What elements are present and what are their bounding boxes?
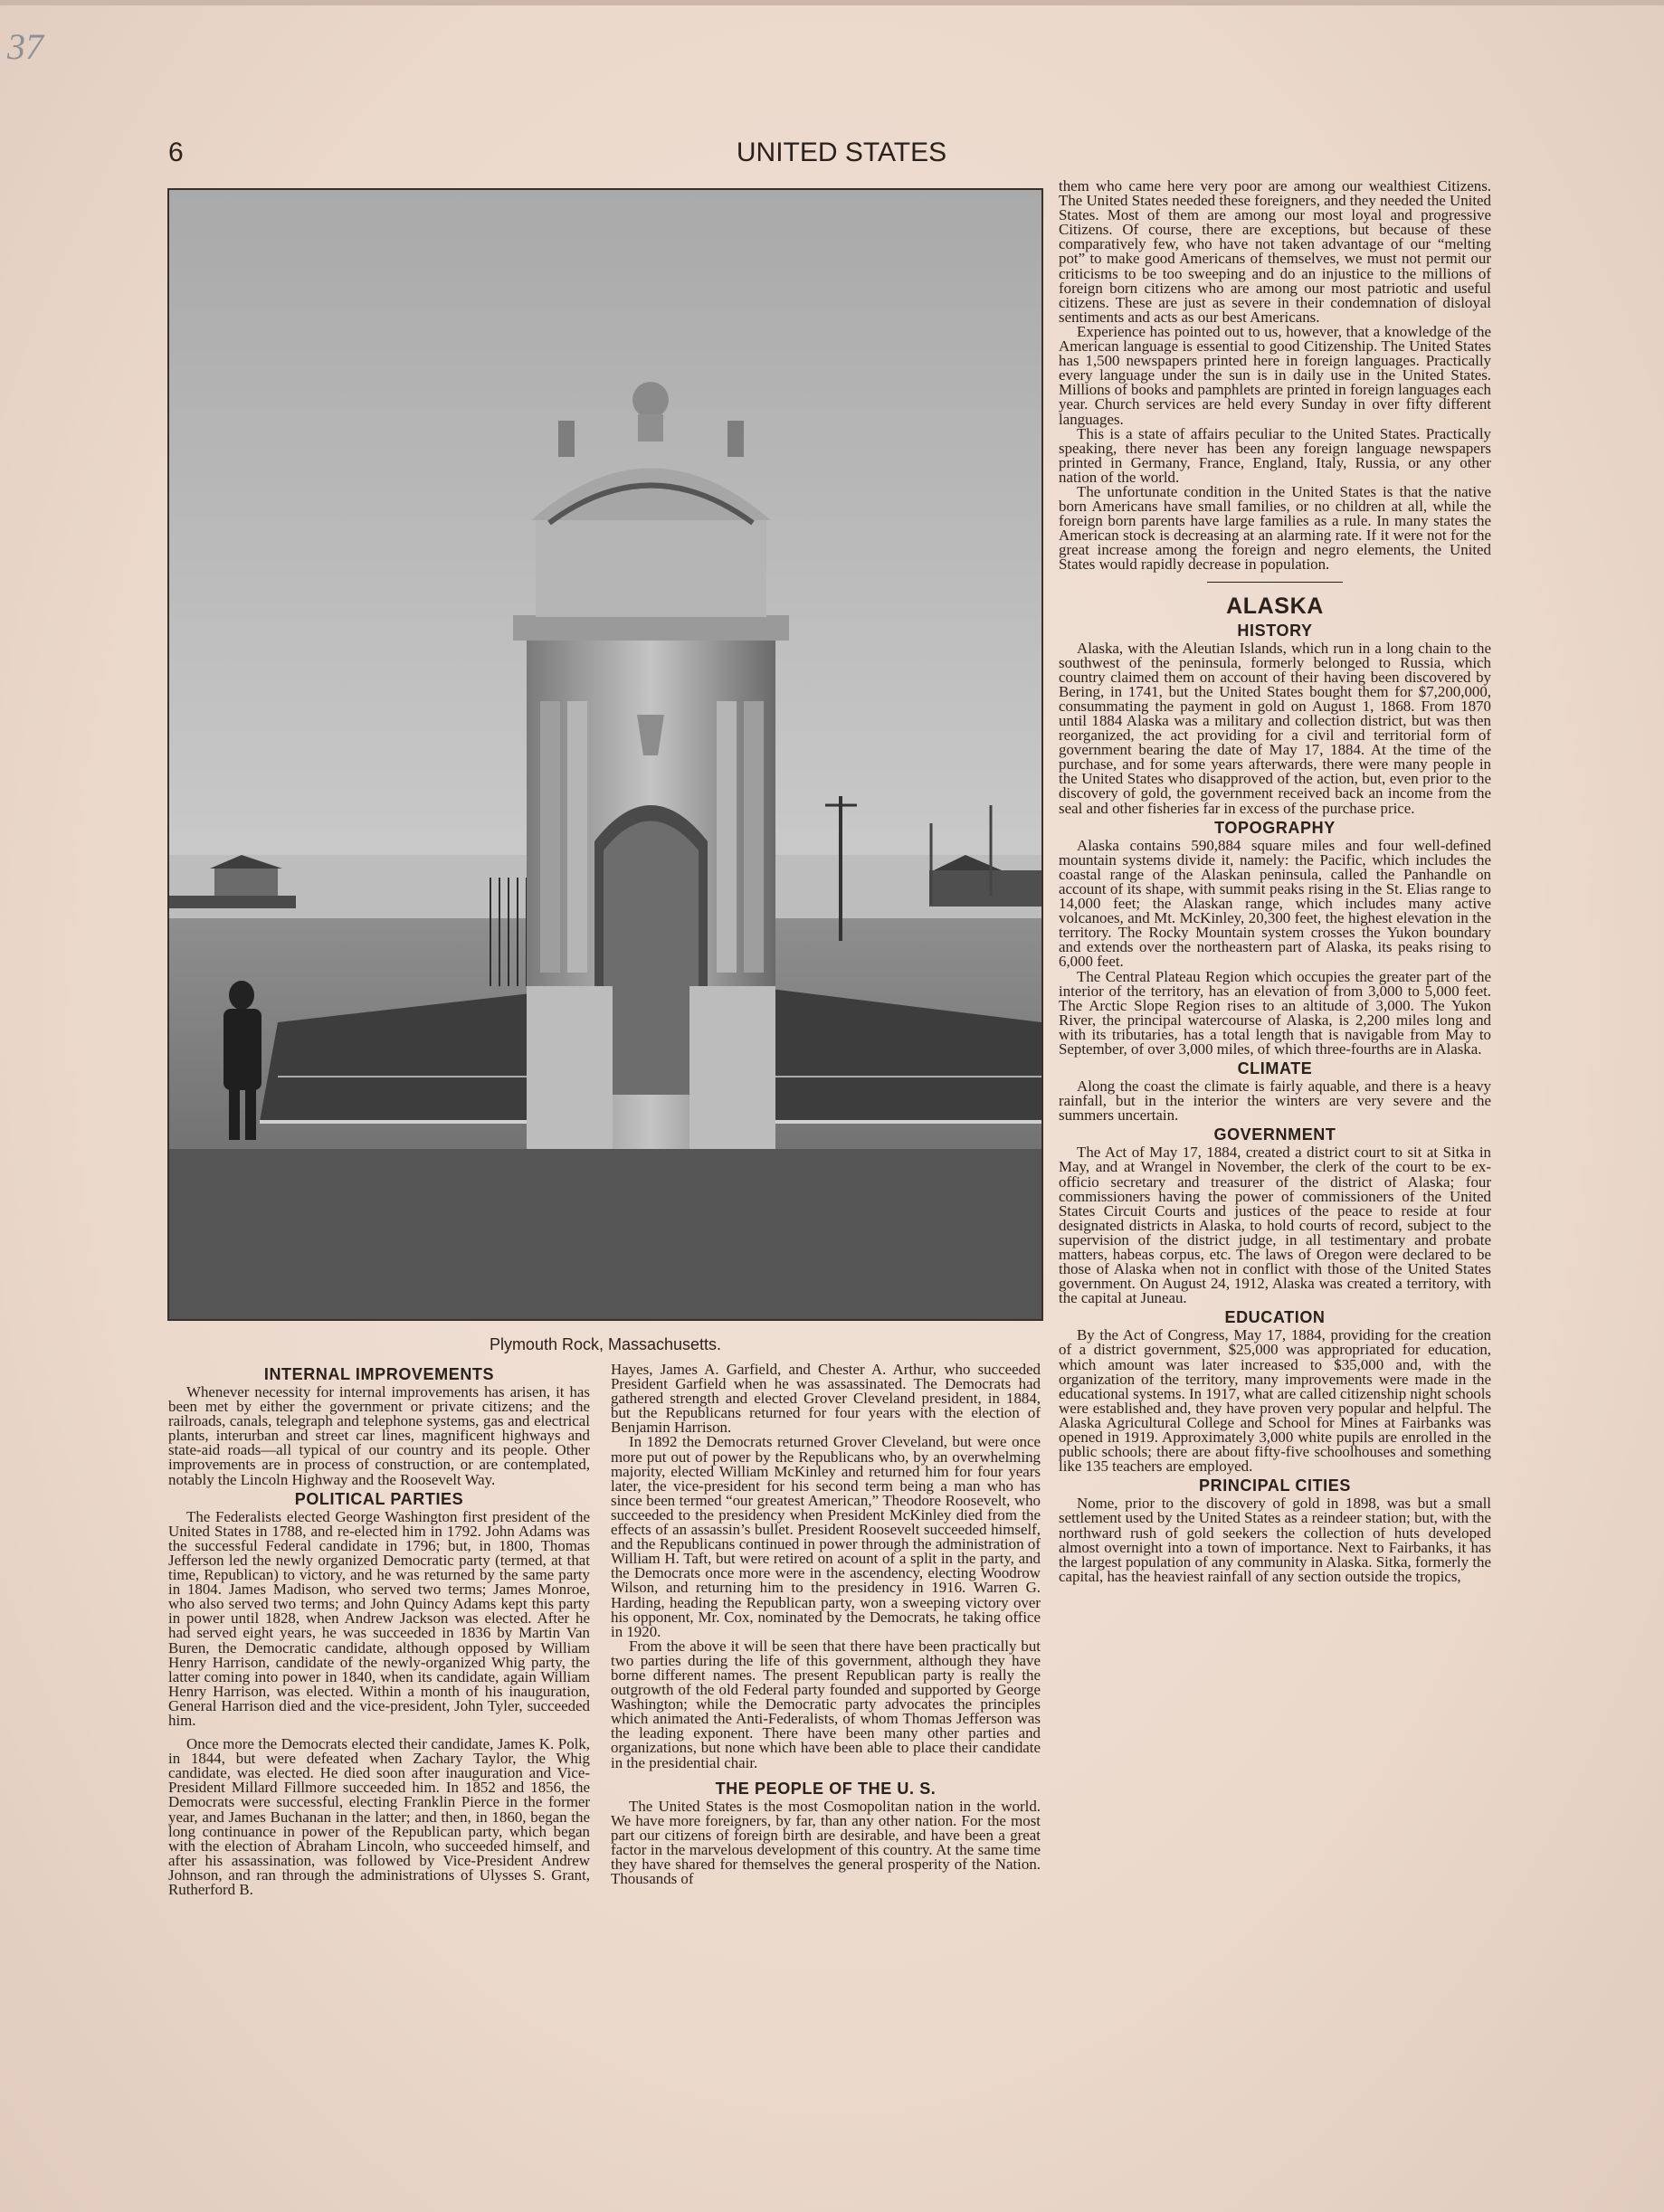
- paragraph: The unfortunate condition in the United States is that the native born Americans have small families, or no children at all, while the foreign born parents have large families as a rule. In many states the American stock is decreasing at an alarming rate. If it were not for the great increase among the foreign and negro elements, the United States would rapidly decrease in population.: [1059, 482, 1491, 574]
- paragraph: Alaska contains 590,884 square miles and four well-defined mountain systems divide it, namely: the Pacific, which includes the coastal range of the Alaskan peninsula, called the Panhandle on account of its shape, with summit peaks rising in the St. Elias range to 14,000 feet; the Alaskan range, which includes many active volcanoes, and Mt. McKinley, 20,300 feet, the highest elevation in the territory. The Rocky Mountain system crosses the Yukon boundary and extends over the northeastern part of Alaska, its peaks rising to 6,000 feet.: [1059, 836, 1491, 971]
- paragraph: Nome, prior to the discovery of gold in 1898, was but a small settlement used by the United States as a reindeer station; but, with the northward rush of gold seekers the collection of huts developed almost overnight into a town of importance. Next to Fairbanks, it has the largest population of any community in Alaska. Sitka, formerly the capital, has the heaviest rainfall of any section outside the tropics,: [1059, 1495, 1491, 1585]
- paragraph: Along the coast the climate is fairly aquable, and there is a heavy rainfall, but in the interior the winters are very severe and the summers uncertain.: [1059, 1078, 1491, 1125]
- paragraph: Whenever necessity for internal improvements has arisen, it has been met by either the government or private citizens; and the railroads, canals, telegraph and telephone systems, gas and electrical plants, interurban and street car lines, magnificent highways and state-aid roads—all typical of our country and its people. Other improvements are in process of construction, or are contemplated, notably the Lincoln Highway and the Roosevelt Way.: [168, 1383, 590, 1488]
- paragraph: The Federalists elected George Washington first president of the United States in 1788, and re-elected him in 1792. John Adams was the successful Federal candidate in 1796; but, in 1800, Thomas Jefferson led the newly organized Democratic party (termed, at that time, Republican) to victory, and he was returned by the same party in 1804. James Madison, who served two terms; James Monroe, who also served two terms; and John Quincy Adams kept this party in power until 1828, when Andrew Jackson was elected. After he had served eight years, he was succeeded in 1836 by Martin Van Buren, the Democratic candidate, although opposed by William Henry Harrison, candidate of the newly-organized Whig party, the latter coming into power in 1840, when its candidate, again William Henry Harrison, was elected. Within a month of his inauguration, General Harrison died and the vice-president, John Tyler, succeeded him.: [168, 1507, 590, 1729]
- heading-people-of-us: THE PEOPLE OF THE U. S.: [715, 1779, 937, 1798]
- paragraph: Experience has pointed out to us, however, that a knowledge of the American language is essential to good Citizenship. The United States has 1,500 newspapers printed here in foreign languages. Practically every language under the sun is in daily use in the United States. Millions of books and pamphlets are printed in foreign languages each year. Church services are held every Sunday in over fifty different languages.: [1059, 322, 1491, 428]
- photo-illustration: [169, 190, 1041, 1319]
- heading-principal-cities: PRINCIPAL CITIES: [1199, 1476, 1351, 1495]
- column-left: [168, 1362, 590, 1897]
- heading-education: EDUCATION: [1224, 1308, 1326, 1327]
- paragraph: By the Act of Congress, May 17, 1884, providing for the creation of a district government, $25,000 was appropriated for education, which amount was later increased to $35,000 and, with the organization of the territory, many improvements were made in the educational systems. In 1917, what are called citizenship night schools were established and, they have proven very popular and helpful. The Alaska Agricultural College and School for Mines at Fairbanks was opened in 1919. Approximately 3,000 white pupils are enrolled in the public schools; there are about fifty-five schoolhouses and something like 135 teachers are employed.: [1059, 1326, 1491, 1476]
- page-top-edge: [0, 0, 1664, 5]
- heading-topography: TOPOGRAPHY: [1214, 818, 1336, 837]
- section-divider: [1207, 582, 1343, 583]
- plymouth-rock-photo: [167, 188, 1043, 1321]
- running-title: UNITED STATES: [736, 138, 947, 167]
- paragraph: Once more the Democrats elected their candidate, James K. Polk, in 1844, but were defeated when Zachary Taylor, the Whig candidate, was elected. He died soon after inauguration and Vice-President Millard Fillmore succeeded him. In 1852 and 1856, the Democrats were successful, electing Franklin Pierce in the former year, and James Buchanan in the latter; and then, in 1860, began the long continuance in power of the Republican party, which began with the election of Abraham Lincoln, who succeeded himself, and after his assassination, was followed by Vice-President Andrew Johnson, and ran through the administrations of Ulysses S. Grant, Rutherford B.: [168, 1735, 590, 1898]
- page-number: 6: [168, 138, 184, 167]
- paragraph: The Central Plateau Region which occupies the greater part of the interior of the territory, has an elevation of from 3,000 to 5,000 feet. The Arctic Slope Region rises to an altitude of 3,000. The Yukon River, the principal watercourse of Alaska, is 2,200 miles long and with its tributaries, has a total length that is navigable from May to September, of over 3,000 miles, of which three-fourths are in Alaska.: [1059, 967, 1491, 1058]
- paragraph: The United States is the most Cosmopolitan nation in the world. We have more foreigners, by far, than any other nation. For the most part our citizens of foreign birth are desirable, and have been a great factor in the marvelous development of this country. At the same time they have shared for themselves the general prosperity of the Nation. Thousands of: [611, 1797, 1041, 1888]
- paragraph: From the above it will be seen that there have been practically but two parties during the life of this government, although they have borne different names. The present Republican party is really the outgrowth of the old Federal party founded and supported by George Washington; while the Democratic party advocates the principles which animated the Anti-Federalists, of whom Thomas Jefferson was the leading exponent. There have been many other parties and organizations, but none which have been able to place their candidate in the presidential chair.: [611, 1637, 1041, 1771]
- paragraph: Hayes, James A. Garfield, and Chester A. Arthur, who succeeded President Garfield when he was assassinated. The Democrats had gathered strength and elected Grover Cleveland president, in 1884, but the Republicans returned for four years with the election of Benjamin Harrison.: [611, 1361, 1041, 1437]
- heading-political-parties: POLITICAL PARTIES: [294, 1489, 464, 1508]
- paragraph: Alaska, with the Aleutian Islands, which run in a long chain to the southwest of the peninsula, formerly belonged to Russia, which country claimed them on account of their having been discovered by Bering, in 1741, but the United States bought them for $7,200,000, consummating the payment in gold on August 1, 1868. From 1870 until 1884 Alaska was a military and collection district, but was then reorganized, the act providing for a civil and territorial form of government bearing the date of May 17, 1884. At the time of the purchase, and for some years afterwards, there were many people in the United States who disapproved of the action, but, even prior to the discovery of gold, the government received back an income from the seal and other fisheries far in excess of the purchase price.: [1059, 639, 1491, 817]
- paragraph: them who came here very poor are among our wealthiest Citizens. The United States needed these foreigners, and they needed the United States. Most of them are among our most loyal and progressive Citizens. Of course, there are exceptions, but because of these comparatively few, who have not taken advantage of our “melting pot” to make good Americans of themselves, we must not permit our criticisms to be too sweeping and do an injustice to the millions of foreign born citizens who are among our most patriotic and useful citizens. These are just as severe in their condemnation of disloyal sentiments and acts as our best Americans.: [1059, 177, 1491, 326]
- paragraph: The Act of May 17, 1884, created a district court to sit at Sitka in May, and at Wrangel in November, the clerk of the court to be ex-officio secretary and treasurer of the district of Alaska; four commissioners having the power of commissioners of the United States Circuit Courts and justices of the peace to reside at four designated districts in Alaska, to hold courts of record, subject to the supervision of the district judge, in all testimentary and probate matters, habeas corpus, etc. The laws of Oregon were declared to be those of Alaska when not in conflict with those of the United States government. On August 24, 1912, Alaska was created a territory, with the capital at Juneau.: [1059, 1144, 1491, 1307]
- margin-pencil-mark: 37: [7, 26, 43, 67]
- paragraph: In 1892 the Democrats returned Grover Cleveland, but were once more put out of power by the Republicans who, by an overwhelming majority, elected William McKinley and returned him for four years later, the vice-president for his second term being a man who has since been termed “our greatest American,” Theodore Roosevelt, who succeeded to the presidency when President McKinley died from the effects of an assassin’s bullet. President Roosevelt succeeded himself, and the Republicans continued in power through the administration of William H. Taft, but were retired on acount of a split in the party, and the Democrats once more were in the ascendency, electing Woodrow Wilson, and returning him to the presidency in 1916. Warren G. Harding, heading the Republican party, won a sweeping victory over his opponent, Mr. Cox, nominated by the Democrats, he taking office in 1920.: [611, 1433, 1041, 1640]
- heading-history: HISTORY: [1237, 621, 1313, 640]
- column-right: [1059, 179, 1491, 1584]
- photo-caption: Plymouth Rock, Massachusetts.: [489, 1335, 722, 1353]
- heading-internal-improvements: INTERNAL IMPROVEMENTS: [263, 1365, 495, 1383]
- heading-alaska: ALASKA: [1226, 593, 1324, 619]
- heading-climate: CLIMATE: [1237, 1059, 1313, 1078]
- heading-government: GOVERNMENT: [1213, 1125, 1336, 1144]
- paragraph: This is a state of affairs peculiar to the United States. Practically speaking, there never has been any foreign language newspapers printed in Germany, France, England, Italy, Russia, or any other nation of the world.: [1059, 424, 1491, 486]
- column-middle: [611, 1362, 1041, 1886]
